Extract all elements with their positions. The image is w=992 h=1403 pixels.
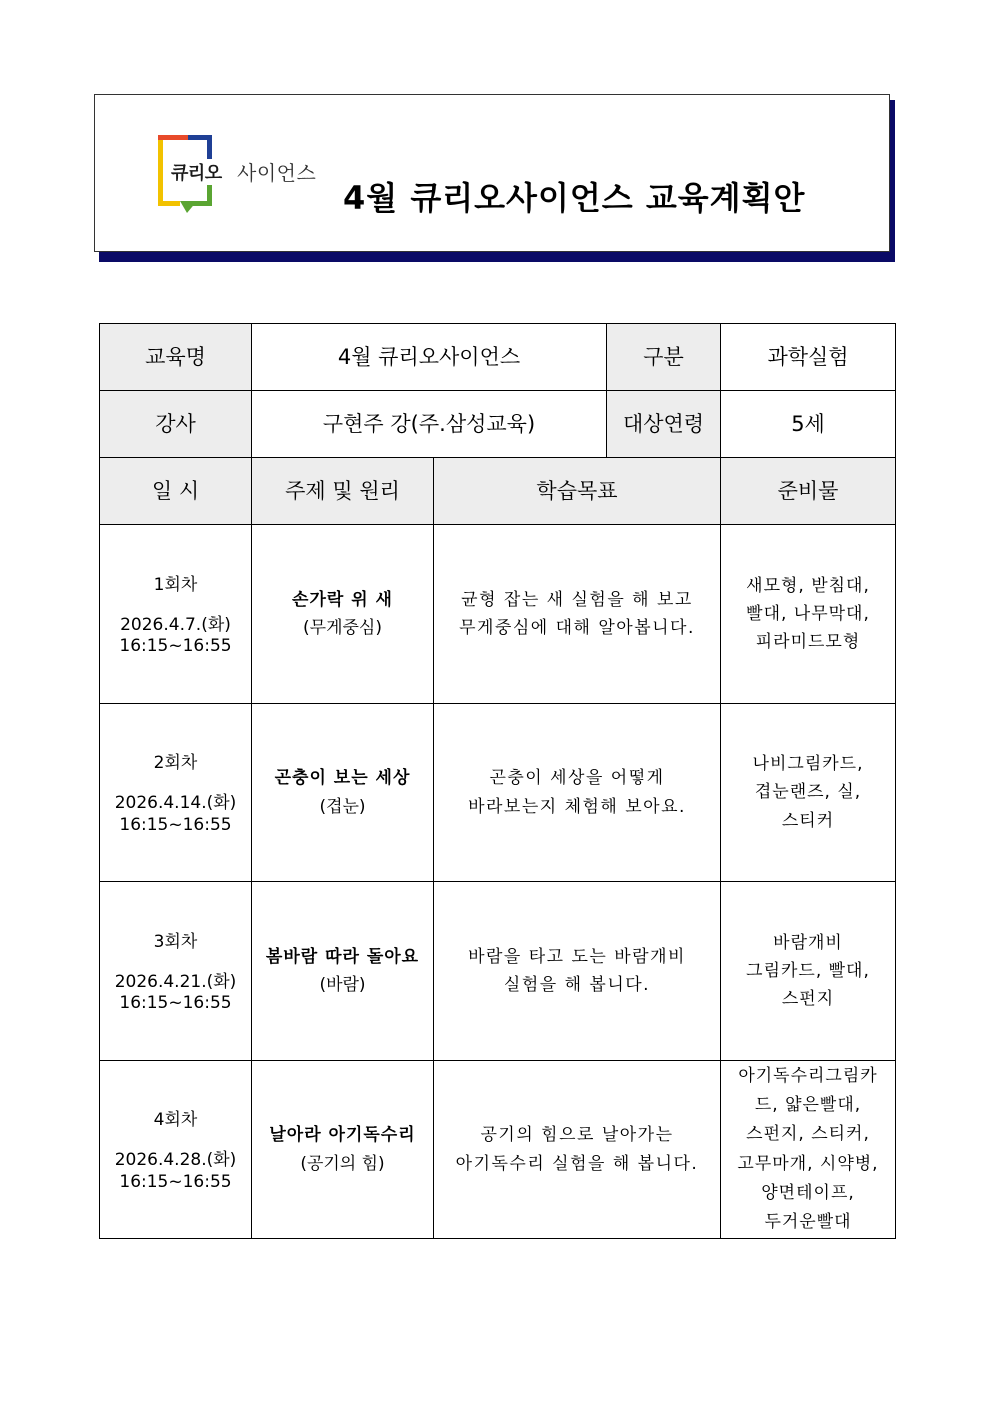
session-goal-line: 무게중심에 대해 알아봅니다. (459, 618, 695, 638)
session-topic-cell (252, 1061, 434, 1239)
session-number: 3회차 (153, 931, 198, 952)
session-goal-line: 아기독수리 실험을 해 봅니다. (455, 1153, 699, 1174)
session-principle: (바람) (319, 975, 366, 995)
session-principle: (무게중심) (303, 618, 382, 638)
session-time: 16:15~16:55 (119, 1171, 232, 1192)
material-line: 피라미드모형 (755, 632, 861, 653)
session-materials-cell (721, 1061, 896, 1239)
session-number: 4회차 (153, 1110, 198, 1131)
session-goal-line: 실험을 해 봅니다. (503, 975, 651, 995)
session-time: 16:15~16:55 (119, 814, 232, 835)
session-date-cell (100, 882, 252, 1061)
curio-science-logo (157, 133, 337, 213)
session-topic: 손가락 위 새 (292, 589, 393, 610)
session-topic: 봄바람 따라 돌아요 (265, 946, 420, 967)
session-time: 16:15~16:55 (119, 636, 232, 657)
material-line: 나비그림카드, (752, 754, 864, 775)
session-goal-cell (434, 1061, 721, 1239)
session-goal-cell (434, 882, 721, 1061)
material-line: 드, 얇은빨대, (754, 1095, 862, 1116)
session-goal-line: 곤충이 세상을 어떻게 (489, 768, 665, 789)
session-date-cell (100, 525, 252, 704)
session-goal-cell (434, 525, 721, 704)
session-row (100, 882, 896, 1061)
instructor-value: 구현주 강(주.삼성교육) (252, 391, 607, 458)
session-row (100, 525, 896, 704)
session-materials-cell (721, 525, 896, 704)
session-principle: (공기의 힘) (300, 1153, 385, 1174)
info-row-program (100, 324, 896, 391)
session-row (100, 704, 896, 882)
session-number: 1회차 (153, 574, 198, 595)
material-line: 고무마개, 시약병, (737, 1153, 879, 1174)
session-topic-cell (252, 882, 434, 1061)
session-goal-line: 바라보는지 체험해 보아요. (468, 796, 686, 817)
column-header-materials: 준비물 (721, 458, 896, 525)
material-line: 스티커 (781, 810, 835, 831)
session-date-cell (100, 704, 252, 882)
session-date: 2026.4.21.(화) (114, 971, 237, 992)
column-header-date: 일 시 (100, 458, 252, 525)
material-line: 빨대, 나무막대, (746, 603, 870, 624)
session-date-cell (100, 1061, 252, 1239)
age-label: 대상연령 (607, 391, 721, 458)
session-goal-line: 바람을 타고 도는 바람개비 (468, 946, 686, 967)
logo-text-bold: 큐리오 (171, 163, 222, 184)
material-line: 스펀지, 스티커, (746, 1124, 870, 1145)
program-value: 4월 큐리오사이언스 (252, 324, 607, 391)
session-goal-line: 공기의 힘으로 날아가는 (480, 1125, 674, 1146)
session-date: 2026.4.14.(화) (114, 793, 237, 814)
material-line: 두거운빨대 (764, 1211, 852, 1232)
program-label: 교육명 (100, 324, 252, 391)
session-materials-cell (721, 704, 896, 882)
category-label: 구분 (607, 324, 721, 391)
material-line: 새모형, 받침대, (746, 575, 870, 596)
logo-text-light: 사이언스 (237, 161, 317, 185)
session-goal-cell (434, 704, 721, 882)
material-line: 그림카드, 빨대, (746, 960, 870, 981)
material-line: 아기독수리그림카 (738, 1065, 878, 1086)
column-header-goal: 학습목표 (434, 458, 721, 525)
session-goal-line: 균형 잡는 새 실험을 해 보고 (461, 589, 693, 610)
column-header-row (100, 458, 896, 525)
material-line: 스펀지 (781, 989, 835, 1010)
column-header-topic: 주제 및 원리 (252, 458, 434, 525)
instructor-label: 강사 (100, 391, 252, 458)
session-time: 16:15~16:55 (119, 993, 232, 1014)
session-topic: 날아라 아기독수리 (269, 1125, 416, 1146)
session-materials-cell (721, 882, 896, 1061)
session-topic-cell (252, 704, 434, 882)
plan-table (99, 323, 896, 1239)
header-box (94, 94, 890, 252)
session-topic-cell (252, 525, 434, 704)
session-date: 2026.4.7.(화) (120, 614, 231, 635)
document-title: 4월 큐리오사이언스 교육계획안 (343, 179, 806, 217)
material-line: 바람개비 (773, 932, 843, 953)
age-value: 5세 (721, 391, 896, 458)
session-date: 2026.4.28.(화) (114, 1150, 237, 1171)
session-number: 2회차 (153, 753, 198, 774)
material-line: 겹눈랜즈, 실, (754, 782, 862, 803)
session-principle: (겹눈) (319, 796, 366, 817)
info-row-instructor (100, 391, 896, 458)
category-value: 과학실험 (721, 324, 896, 391)
material-line: 양면테이프, (761, 1182, 855, 1203)
session-row (100, 1061, 896, 1239)
session-topic: 곤충이 보는 세상 (274, 768, 411, 789)
